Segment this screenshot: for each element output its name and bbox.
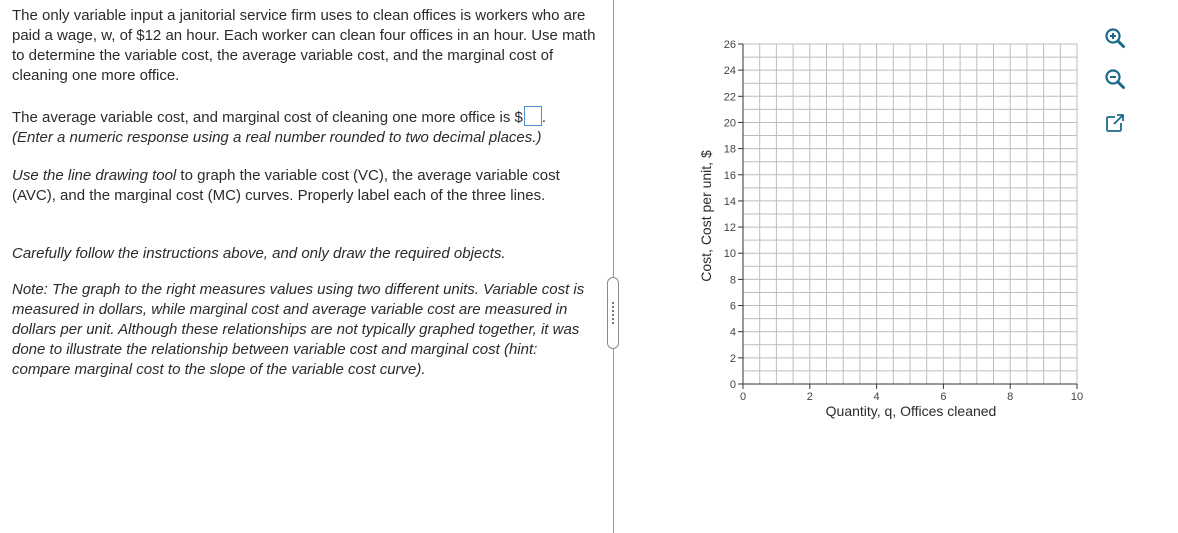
y-tick-label: 10 xyxy=(723,248,736,261)
y-tick-label: 6 xyxy=(729,300,736,313)
answer-hint: (Enter a numeric response using a real number rounded to two decimal places.) xyxy=(12,129,542,146)
x-axis-label: Quantity, q, Offices cleaned xyxy=(825,403,997,419)
x-tick-label: 0 xyxy=(739,391,747,403)
draw-instructions xyxy=(12,166,607,206)
graph-grid xyxy=(743,44,1077,384)
graph-ticks xyxy=(724,39,1083,403)
y-tick-label: 22 xyxy=(723,91,736,104)
y-tick-label: 4 xyxy=(729,326,736,339)
y-axis-label: Cost, Cost per unit, $ xyxy=(698,150,714,282)
x-tick-label: 4 xyxy=(873,391,880,403)
cost-graph[interactable] xyxy=(665,30,1095,430)
x-tick-label: 8 xyxy=(1007,391,1014,403)
y-tick-label: 12 xyxy=(723,222,736,235)
y-tick-label: 24 xyxy=(723,65,736,78)
draw-instructions-text: to graph the variable cost (VC), the average variable cost (AVC), and the marginal cost (MC) curves. Properly label each of the three lines. xyxy=(12,167,560,204)
answer-prompt xyxy=(12,106,612,148)
y-tick-label: 16 xyxy=(723,169,736,182)
question-intro: The only variable input a janitorial service firm uses to clean offices is workers who are paid a wage, w, of $12 an hour. Each worker can clean four offices in an hour. Use math to determine the variable cost, the average variable cost, and the marginal cost of cleaning one more office. xyxy=(12,7,596,84)
y-tick-label: 8 xyxy=(729,274,736,287)
y-tick-label: 14 xyxy=(723,195,736,208)
y-tick-label: 20 xyxy=(723,117,736,130)
x-tick-label: 2 xyxy=(806,391,813,403)
y-tick-label: 0 xyxy=(729,379,736,391)
answer-prompt-end: . xyxy=(541,109,547,126)
x-tick-label: 10 xyxy=(1070,391,1084,403)
answer-prompt-text: The average variable cost, and marginal cost of cleaning one more office is $ xyxy=(12,109,523,126)
y-tick-label: 26 xyxy=(723,39,736,51)
answer-input[interactable] xyxy=(524,106,542,126)
y-tick-label: 18 xyxy=(723,143,736,156)
zoom-in-icon[interactable] xyxy=(1104,27,1126,49)
graph-note: Note: The graph to the right measures values using two different units. Variable cost is measured in dollars, while marginal cost and average variable cost are measured in dollars per unit. Although these relationships are not typically graphed together, it was done to illustrate the relationship between variable cost and marginal cost (hint: compare marginal cost to the slope of the variable cost curve). xyxy=(12,281,585,378)
zoom-out-icon[interactable] xyxy=(1104,68,1126,90)
resize-handle[interactable] xyxy=(607,277,619,349)
pop-out-icon[interactable] xyxy=(1104,112,1126,134)
x-tick-label: 6 xyxy=(940,391,947,403)
panel-divider[interactable] xyxy=(613,0,614,533)
y-tick-label: 2 xyxy=(729,352,736,365)
line-tool-reference: Use the line drawing tool xyxy=(12,167,177,184)
careful-note: Carefully follow the instructions above, and only draw the required objects. xyxy=(12,245,506,262)
